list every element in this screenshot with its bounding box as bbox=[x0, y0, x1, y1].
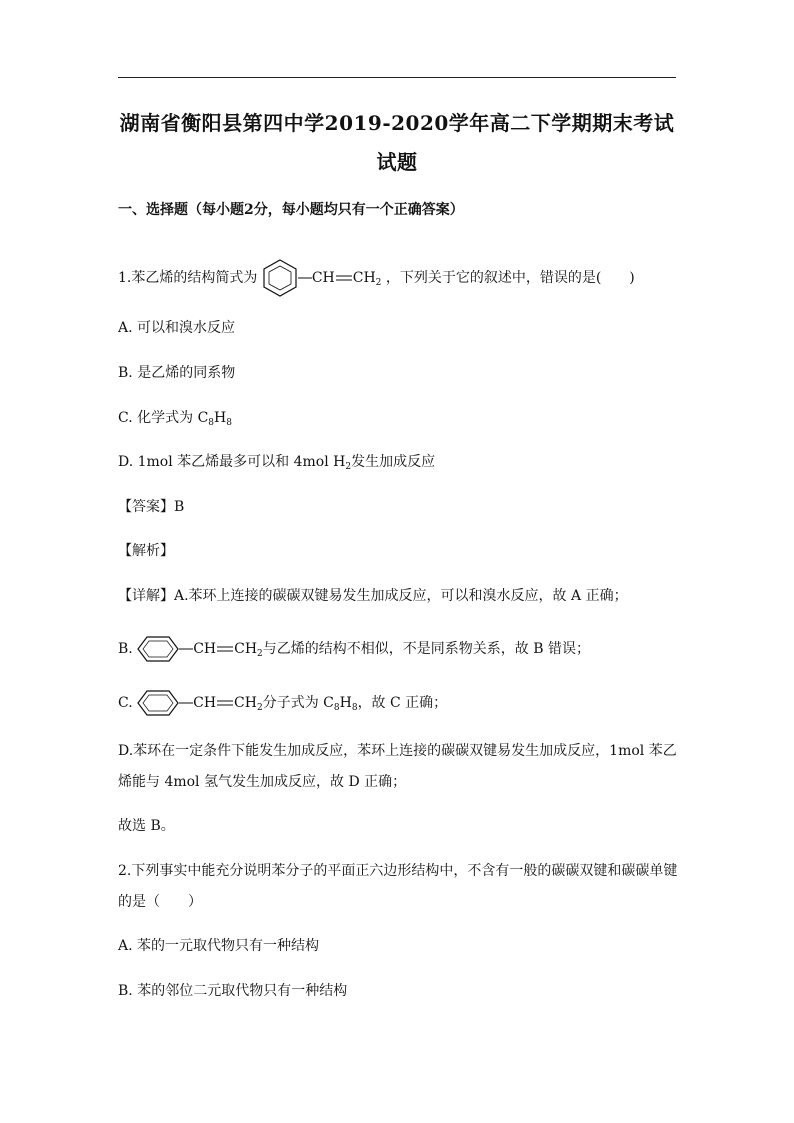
answer: 【答案】B bbox=[118, 499, 185, 515]
option-d-prefix: D. 1mol 苯乙烯最多可以和 4mol H bbox=[118, 454, 346, 470]
detail-c bbox=[118, 689, 447, 717]
detail-a: 【详解】A.苯环上连接的碳碳双键易发生加成反应，可以和溴水反应，故 A 正确； bbox=[118, 588, 628, 604]
option-a: A. 可以和溴水反应 bbox=[118, 320, 236, 336]
question-2-option-a: A. 苯的一元取代物只有一种结构 bbox=[118, 938, 320, 954]
question-2-line-2: 的是（ ） bbox=[118, 894, 202, 910]
detail-c-text-mid: H bbox=[339, 695, 352, 711]
detail-c-text-sub1: 8 bbox=[333, 703, 340, 713]
option-c-sub1: 8 bbox=[208, 418, 215, 428]
formula-ch: CH bbox=[311, 270, 335, 286]
question-1-suffix: ，下列关于它的叙述中，错误的是( ) bbox=[385, 270, 635, 286]
title-line-1: 湖南省衡阳县第四中学2019-2020学年高二下学期期末考试 bbox=[119, 111, 675, 135]
option-b: B. 是乙烯的同系物 bbox=[118, 365, 236, 381]
header-rule bbox=[118, 77, 676, 78]
analysis-label: 【解析】 bbox=[118, 543, 174, 559]
benzene-ring-icon bbox=[262, 258, 298, 298]
detail-b-label: B. bbox=[118, 641, 133, 657]
single-bond-icon bbox=[179, 644, 193, 654]
question-2-option-b: B. 苯的邻位二元取代物只有一种结构 bbox=[118, 983, 348, 999]
detail-c-text-sub2: 8 bbox=[351, 703, 358, 713]
single-bond-icon bbox=[179, 698, 193, 708]
detail-b-sub: 2 bbox=[257, 649, 263, 659]
benzene-ring-icon bbox=[137, 689, 179, 717]
option-d-sub: 2 bbox=[345, 462, 352, 472]
detail-b bbox=[118, 635, 590, 663]
detail-b-text: 与乙烯的结构不相似，不是同系物关系，故 B 错误； bbox=[262, 641, 590, 657]
double-bond-icon bbox=[335, 273, 353, 283]
detail-c-sub: 2 bbox=[256, 703, 263, 713]
detail-b-ch2: CH bbox=[234, 641, 258, 657]
option-d bbox=[118, 452, 435, 472]
question-2-line-1: 2.下列事实中能充分说明苯分子的平面正六边形结构中，不含有一般的碳碳双键和碳碳单键 bbox=[118, 863, 678, 879]
detail-b-ch: CH bbox=[193, 641, 217, 657]
option-c-sub2: 8 bbox=[226, 418, 232, 428]
detail-c-text1: 分子式为 C bbox=[262, 695, 334, 711]
formula-ch2: CH bbox=[352, 270, 376, 286]
double-bond-icon bbox=[216, 698, 234, 708]
option-c bbox=[118, 408, 232, 428]
question-1-prefix: 1.苯乙烯的结构简式为 bbox=[118, 270, 258, 286]
benzene-ring-icon bbox=[137, 635, 179, 663]
title-line-2: 试题 bbox=[376, 150, 418, 174]
detail-d-line-1: D.苯环在一定条件下能发生加成反应，苯环上连接的碳碳双键易发生加成反应，1mol 苯乙 bbox=[118, 743, 677, 759]
detail-c-ch: CH bbox=[193, 695, 217, 711]
detail-d-line-2: 烯能与 4mol 氢气发生加成反应，故 D 正确； bbox=[118, 774, 407, 790]
option-c-mid: H bbox=[214, 410, 227, 426]
double-bond-icon bbox=[216, 644, 234, 654]
conclusion: 故选 B。 bbox=[118, 818, 175, 834]
detail-c-ch2: CH bbox=[234, 695, 257, 711]
question-1-stem bbox=[118, 258, 635, 298]
detail-c-text-end: ，故 C 正确； bbox=[357, 695, 448, 711]
option-d-suffix: 发生加成反应 bbox=[351, 454, 436, 470]
detail-c-label: C. bbox=[118, 695, 133, 711]
option-c-prefix: C. 化学式为 C bbox=[118, 410, 209, 426]
single-bond-icon bbox=[298, 273, 312, 283]
formula-sub: 2 bbox=[375, 278, 382, 288]
section-heading: 一、选择题（每小题2分，每小题均只有一个正确答案） bbox=[118, 202, 464, 218]
